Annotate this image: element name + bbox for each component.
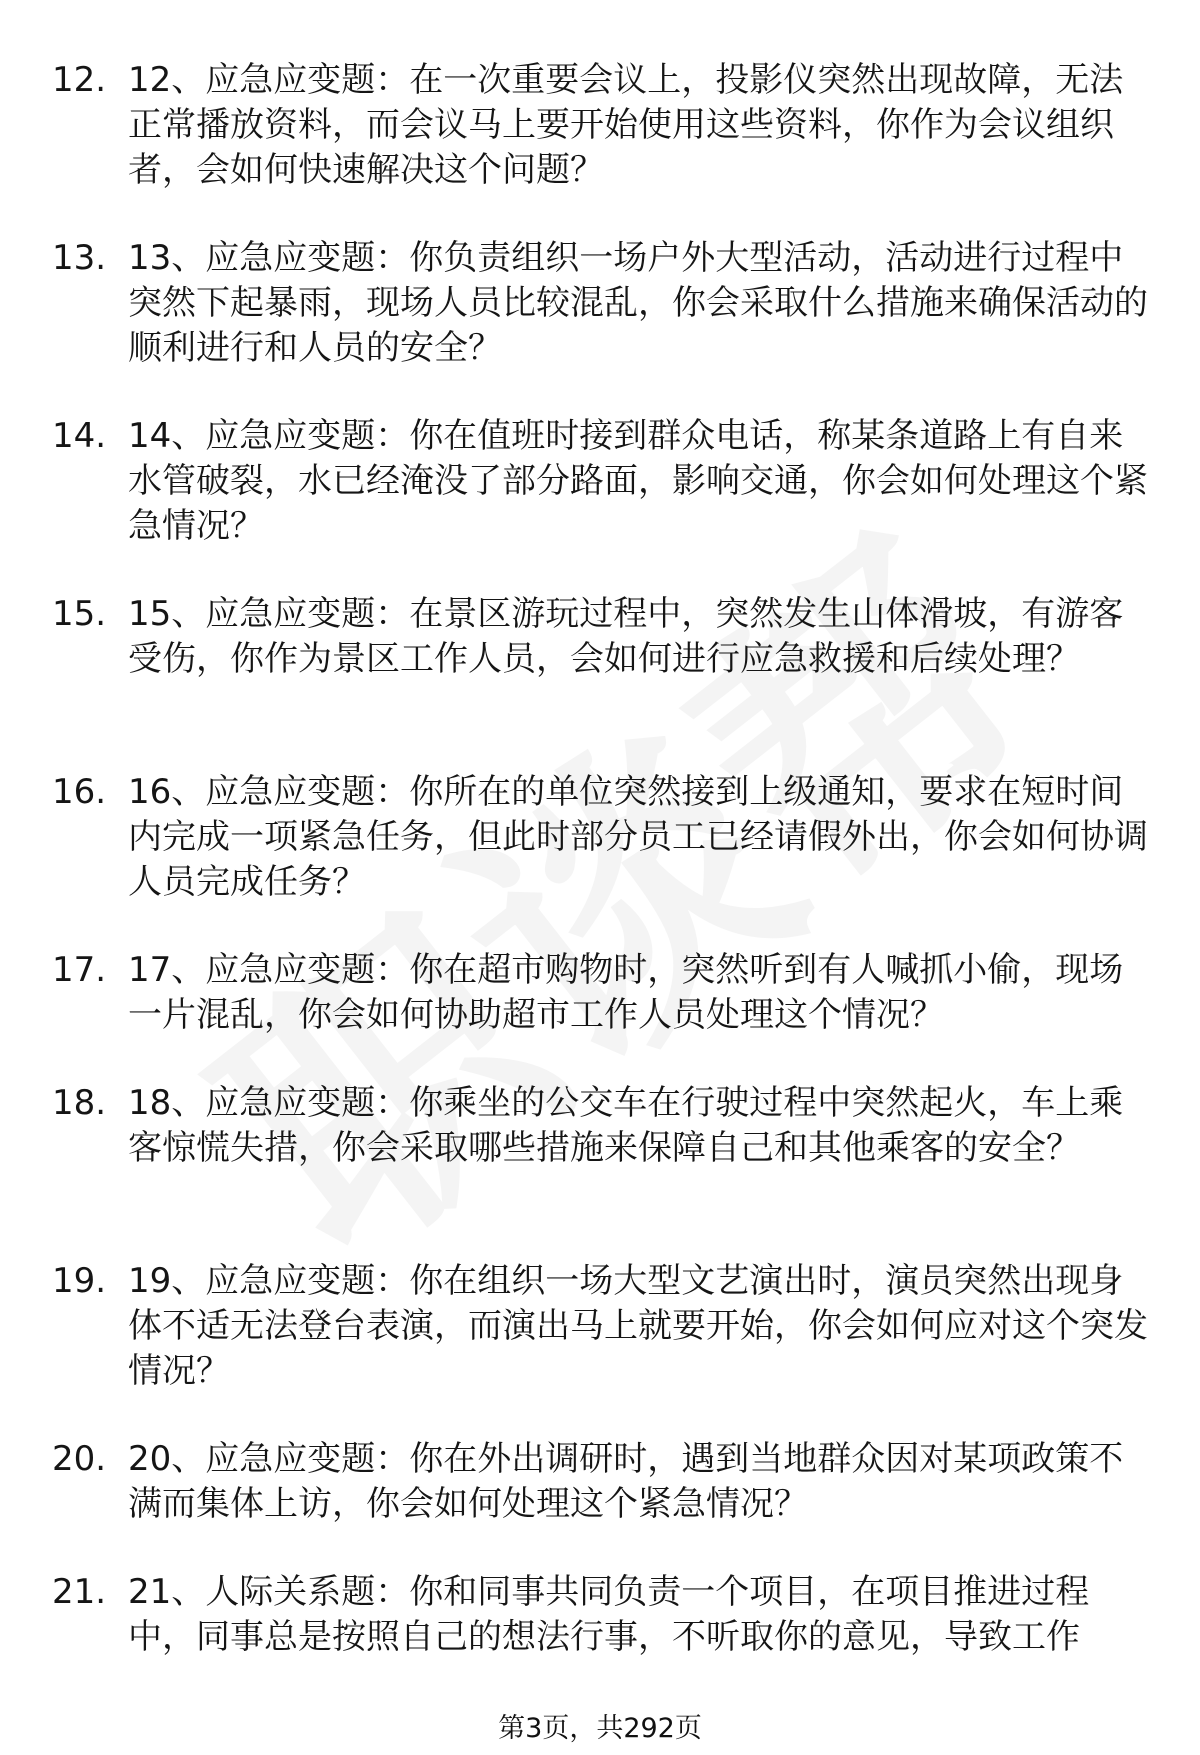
item-text: 15、应急应变题：在景区游玩过程中，突然发生山体滑坡，有游客受伤，你作为景区工作人员，会如何进行应急救援和后续处理？: [128, 594, 1124, 679]
item-text: 17、应急应变题：你在超市购物时，突然听到有人喊抓小偷，现场一片混乱，你会如何协助超市工作人员处理这个情况？: [128, 950, 1124, 1035]
question-list: [0, 58, 1200, 1695]
item-text: 18、应急应变题：你乘坐的公交车在行驶过程中突然起火，车上乘客惊慌失措，你会采取哪些措施来保障自己和其他乘客的安全？: [128, 1083, 1124, 1168]
item-number: 18.: [52, 1083, 107, 1123]
item-text: 16、应急应变题：你所在的单位突然接到上级通知，要求在短时间内完成一项紧急任务，但此时部分员工已经请假外出，你会如何协调人员完成任务？: [128, 772, 1148, 902]
item-number: 21.: [52, 1572, 107, 1612]
item-text: 14、应急应变题：你在值班时接到群众电话，称某条道路上有自来水管破裂，水已经淹没了部分路面，影响交通，你会如何处理这个紧急情况？: [128, 416, 1148, 546]
item-number: 15.: [52, 594, 107, 634]
list-item: [0, 592, 1200, 770]
item-number: 19.: [52, 1261, 107, 1301]
item-number: 16.: [52, 772, 107, 812]
list-item: [0, 1437, 1200, 1570]
list-item: [0, 58, 1200, 236]
item-number: 13.: [52, 238, 107, 278]
item-text: 20、应急应变题：你在外出调研时，遇到当地群众因对某项政策不满而集体上访，你会如何处理这个紧急情况？: [128, 1439, 1124, 1524]
item-text: 19、应急应变题：你在组织一场大型文艺演出时，演员突然出现身体不适无法登台表演，而演出马上就要开始，你会如何应对这个突发情况？: [128, 1261, 1148, 1391]
item-number: 12.: [52, 60, 107, 100]
item-number: 17.: [52, 950, 107, 990]
item-text: 21、人际关系题：你和同事共同负责一个项目，在项目推进过程中，同事总是按照自己的想法行事，不听取你的意见，导致工作: [128, 1572, 1090, 1657]
list-item: [0, 1259, 1200, 1437]
list-item: [0, 1570, 1200, 1695]
page-footer: 第3页，共292页: [498, 1713, 702, 1744]
item-number: 20.: [52, 1439, 107, 1479]
list-item: [0, 770, 1200, 948]
list-item: [0, 236, 1200, 414]
item-text: 12、应急应变题：在一次重要会议上，投影仪突然出现故障，无法正常播放资料，而会议马上要开始使用这些资料，你作为会议组织者，会如何快速解决这个问题？: [128, 60, 1124, 190]
list-item: [0, 948, 1200, 1081]
list-item: [0, 414, 1200, 592]
item-text: 13、应急应变题：你负责组织一场户外大型活动，活动进行过程中突然下起暴雨，现场人员比较混乱，你会采取什么措施来确保活动的顺利进行和人员的安全？: [128, 238, 1148, 368]
list-item: [0, 1081, 1200, 1259]
item-number: 14.: [52, 416, 107, 456]
